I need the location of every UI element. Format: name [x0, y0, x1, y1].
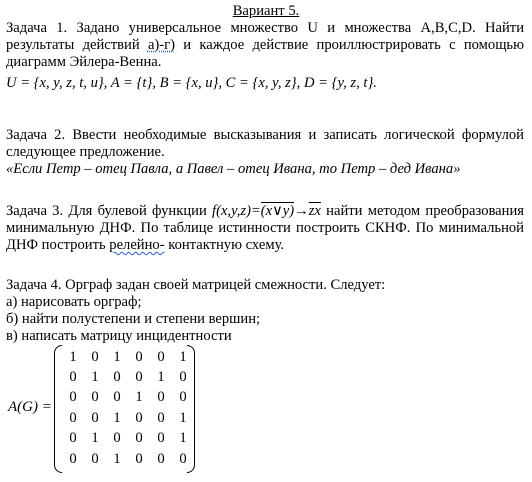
- matrix-cell: 0: [69, 369, 77, 386]
- matrix-cell: 0: [179, 450, 187, 467]
- matrix-cell: 1: [179, 430, 187, 447]
- task-1-text-a: Задача 1. Задано универсальное множество U и множества A,B,C,D. Найти результаты действий: [6, 20, 524, 53]
- matrix-cell: 0: [69, 450, 77, 467]
- matrix-cell: 1: [135, 389, 143, 406]
- adjacency-matrix: [8, 345, 208, 473]
- matrix-cell: 0: [113, 369, 121, 386]
- task-1: [6, 20, 524, 71]
- task-2: [6, 127, 524, 161]
- matrix-label: A(G) =: [8, 399, 52, 415]
- matrix-cell: 0: [135, 430, 143, 447]
- matrix-table: [62, 347, 194, 469]
- matrix-cell: 0: [135, 348, 143, 365]
- matrix-cell: 0: [157, 348, 165, 365]
- matrix-row: [62, 388, 194, 408]
- matrix-row: [62, 367, 194, 387]
- matrix-right-bracket: [187, 345, 195, 473]
- task-4-item-a: а) нарисовать орграф;: [6, 294, 142, 310]
- task-4-item-c: в) написать матрицу инцидентности: [6, 328, 232, 344]
- matrix-cell: 0: [179, 369, 187, 386]
- matrix-cell: 1: [113, 450, 121, 467]
- matrix-cell: 1: [91, 430, 99, 447]
- matrix-cell: 0: [113, 430, 121, 447]
- task-1-text-b: и каждое действие проиллюстрировать с помощью диаграмм Эйлера-Венна.: [6, 37, 524, 70]
- task-3-func-inner: (x∨y): [260, 203, 295, 219]
- matrix-cell: 0: [91, 409, 99, 426]
- matrix-cell: 0: [69, 430, 77, 447]
- matrix-cell: 0: [157, 430, 165, 447]
- task-1-ops: а)-г): [147, 37, 175, 53]
- task-1-sets: U = {x, y, z, t, u}, A = {t}, B = {x, u}, C = {x, y, z}, D = {y, z, t}.: [6, 75, 377, 91]
- task-3-text-a: Задача 3. Для булевой функции: [6, 203, 213, 219]
- matrix-cell: 0: [69, 389, 77, 406]
- matrix-cell: 1: [179, 348, 187, 365]
- matrix-cell: 1: [91, 369, 99, 386]
- matrix-cell: 1: [113, 348, 121, 365]
- matrix-cell: 0: [91, 348, 99, 365]
- matrix-cell: 0: [179, 389, 187, 406]
- matrix-cell: 0: [69, 409, 77, 426]
- matrix-row: [62, 429, 194, 449]
- matrix-cell: 0: [91, 450, 99, 467]
- matrix-cell: 1: [157, 369, 165, 386]
- task-4-heading: Задача 4. Орграф задан своей матрицей смежности. Следует:: [6, 277, 386, 293]
- matrix-row: [62, 449, 194, 469]
- matrix-cell: 1: [113, 409, 121, 426]
- matrix-cell: 1: [179, 409, 187, 426]
- matrix-cell: 0: [157, 389, 165, 406]
- task-3-func-lhs: f(x,y,z)=: [212, 203, 261, 219]
- matrix-cell: 1: [69, 348, 77, 365]
- matrix-cell: 0: [135, 409, 143, 426]
- matrix-row: [62, 347, 194, 367]
- matrix-left-bracket: [54, 345, 62, 473]
- task-3-text-c: контактную схему.: [164, 237, 285, 253]
- task-3-func-rhs: $\overline{zx}$: [308, 203, 321, 219]
- matrix-cell: 0: [113, 389, 121, 406]
- task-3-func-arrow: →: [294, 203, 309, 219]
- variant-title: Вариант 5.: [232, 3, 300, 19]
- matrix-cell: 0: [135, 369, 143, 386]
- matrix-cell: 0: [157, 409, 165, 426]
- matrix-cell: 0: [91, 389, 99, 406]
- task-4-item-b: б) найти полустепени и степени вершин;: [6, 311, 261, 327]
- task-3-text-b: найти методом преобразования минимальную ДНФ. По таблице истинности построить СКНФ. По минимальной ДНФ построить: [6, 203, 524, 253]
- matrix-cell: 0: [157, 450, 165, 467]
- matrix-row: [62, 408, 194, 428]
- task-3: [6, 203, 524, 254]
- matrix-cell: 0: [135, 450, 143, 467]
- task-3-relay-word: релейно-: [109, 237, 165, 253]
- task-2-text: Задача 2. Ввести необходимые высказывания и записать логической формулой следующее предложение.: [6, 127, 524, 160]
- task-2-quote: «Если Петр – отец Павла, а Павел – отец Ивана, то Петр – дед Ивана»: [6, 161, 461, 177]
